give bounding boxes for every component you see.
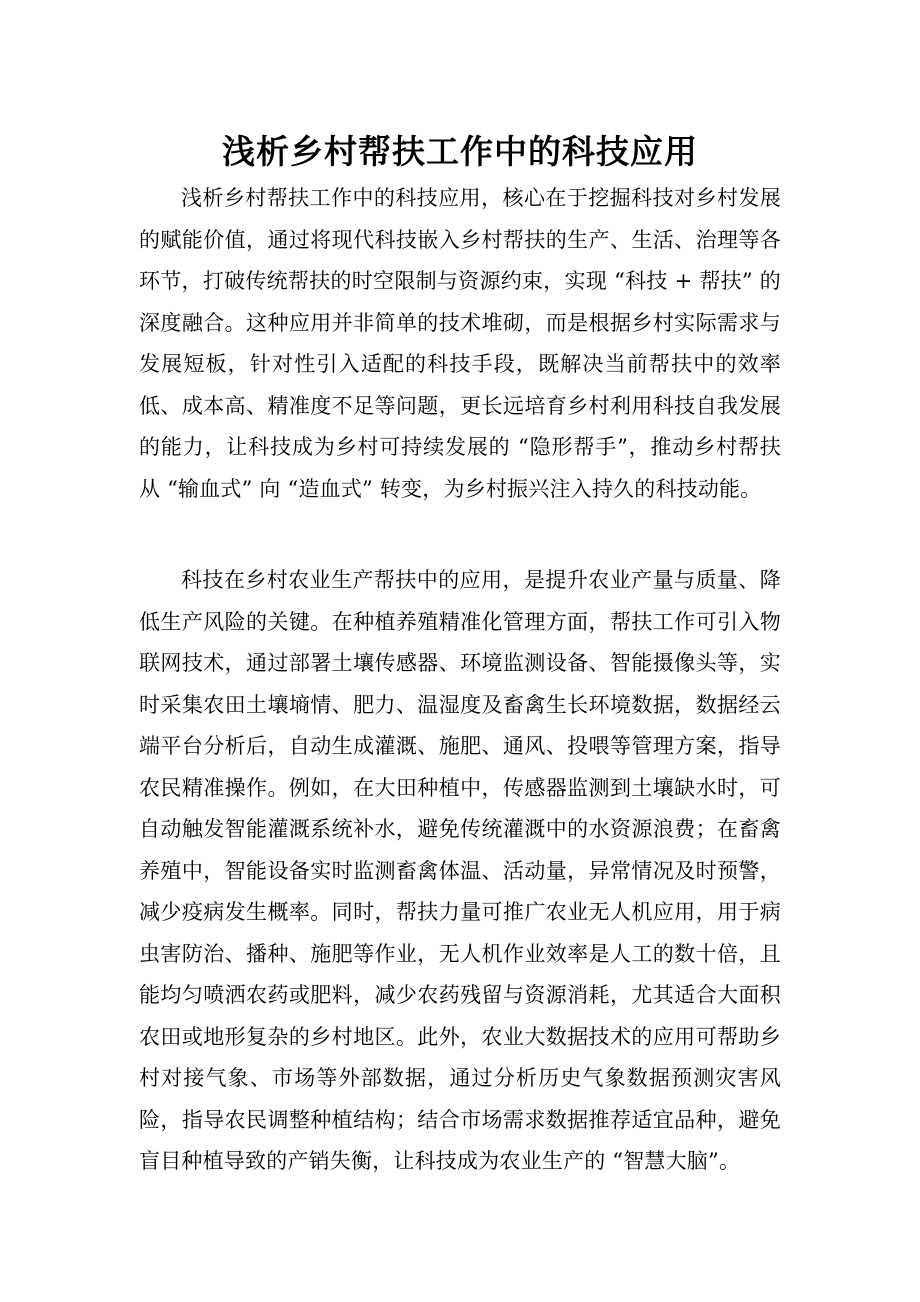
paragraph-agriculture: 科技在乡村农业生产帮扶中的应用，是提升农业产量与质量、降低生产风险的关键。在种植养殖精准化管理方面，帮扶工作可引入物联网技术，通过部署土壤传感器、环境监测设备、智能摄像头等，实时采集农田土壤墒情、肥力、温湿度及畜禽生长环境数据，数据经云端平台分析后，自动生成灌溉、施肥、通风、投喂等管理方案，指导农民精准操作。例如，在大田种植中，传感器监测到土壤缺水时，可自动触发智能灌溉系统补水，避免传统灌溉中的水资源浪费；在畜禽养殖中，智能设备实时监测畜禽体温、活动量，异常情况及时预警，减少疫病发生概率。同时，帮扶力量可推广农业无人机应用，用于病虫害防治、播种、施肥等作业，无人机作业效率是人工的数十倍，且能均匀喷洒农药或肥料，减少农药残留与资源消耗，尤其适合大面积农田或地形复杂的乡村地区。此外，农业大数据技术的应用可帮助乡村对接气象、市场等外部数据，通过分析历史气象数据预测灾害风险，指导农民调整种植结构；结合市场需求数据推荐适宜品种，避免盲目种植导致的产销失衡，让科技成为农业生产的 “智慧大脑”。	[139, 568, 781, 1173]
document-title: 浅析乡村帮扶工作中的科技应用	[222, 132, 698, 171]
paragraph-intro: 浅析乡村帮扶工作中的科技应用，核心在于挖掘科技对乡村发展的赋能价值，通过将现代科技嵌入乡村帮扶的生产、生活、治理等各环节，打破传统帮扶的时空限制与资源约束，实现 “科技 + 帮扶” 的深度融合。这种应用并非简单的技术堆砌，而是根据乡村实际需求与发展短板，针对性引入适配的科技手段，既解决当前帮扶中的效率低、成本高、精准度不足等问题，更长远培育乡村利用科技自我发展的能力，让科技成为乡村可持续发展的 “隐形帮手”，推动乡村帮扶从 “输血式” 向 “造血式” 转变，为乡村振兴注入持久的科技动能。	[139, 186, 781, 501]
